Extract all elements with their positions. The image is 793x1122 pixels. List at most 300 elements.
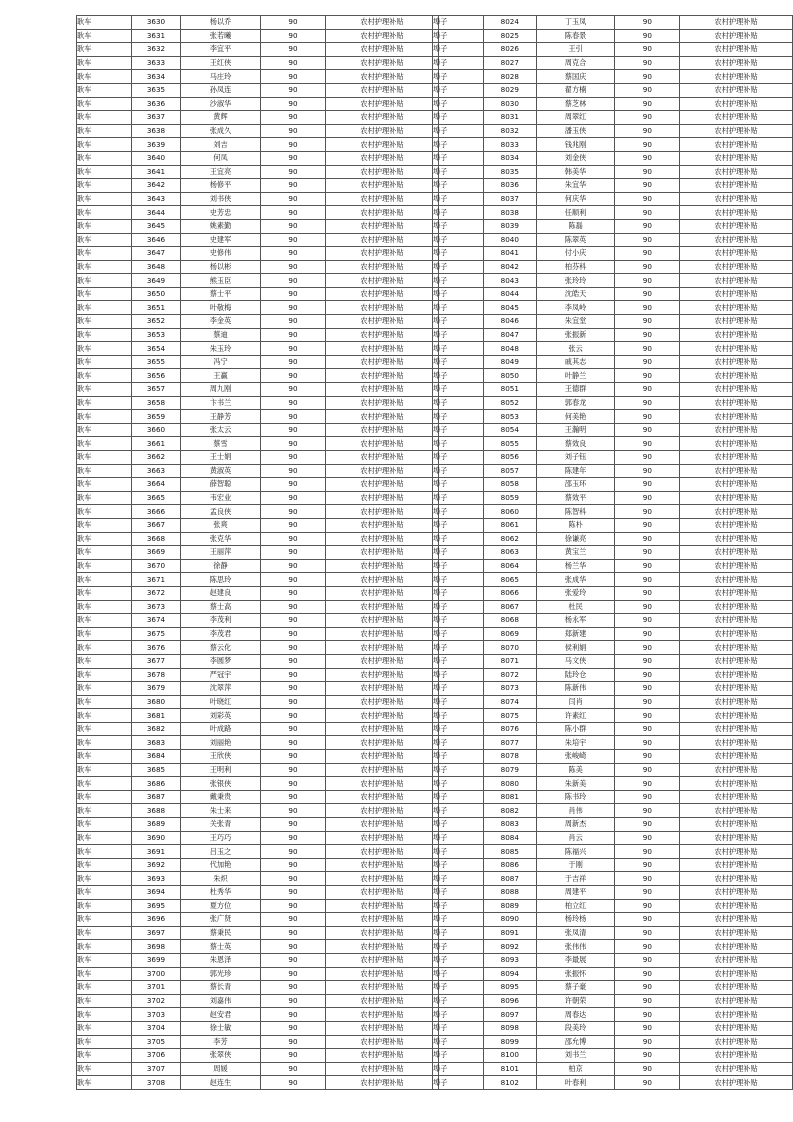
table-row — [433, 614, 793, 628]
name-cell: 钱兆刚 — [536, 138, 615, 152]
serial-number-cell: 3669 — [132, 546, 181, 560]
subsidy-type-cell: 农村护理补贴 — [680, 437, 793, 451]
name-cell: 张爽 — [181, 518, 261, 532]
name-cell: 代加艳 — [181, 858, 261, 872]
serial-number-cell: 8032 — [483, 124, 536, 138]
name-cell: 张翠侠 — [181, 1049, 261, 1063]
amount-cell: 90 — [261, 913, 326, 927]
table-row — [77, 926, 439, 940]
serial-number-cell: 3654 — [132, 342, 181, 356]
amount-cell: 90 — [615, 233, 680, 247]
subsidy-type-cell: 农村护理补贴 — [326, 464, 439, 478]
amount-cell: 90 — [615, 994, 680, 1008]
amount-cell: 90 — [261, 573, 326, 587]
town-cell: 耿车 — [77, 124, 132, 138]
subsidy-type-cell: 农村护理补贴 — [680, 559, 793, 573]
name-cell: 陆玲仓 — [536, 668, 615, 682]
town-cell: 耿车 — [77, 790, 132, 804]
serial-number-cell: 8065 — [483, 573, 536, 587]
name-cell: 许素红 — [536, 709, 615, 723]
town-cell: 埠子 — [433, 478, 484, 492]
subsidy-type-cell: 农村护理补贴 — [680, 586, 793, 600]
name-cell: 戚其志 — [536, 355, 615, 369]
amount-cell: 90 — [615, 315, 680, 329]
town-cell: 耿车 — [77, 83, 132, 97]
name-cell: 张伟伟 — [536, 940, 615, 954]
town-cell: 耿车 — [77, 70, 132, 84]
serial-number-cell: 3699 — [132, 953, 181, 967]
table-row — [77, 546, 439, 560]
amount-cell: 90 — [615, 151, 680, 165]
name-cell: 赵安君 — [181, 1008, 261, 1022]
amount-cell: 90 — [615, 831, 680, 845]
subsidy-type-cell: 农村护理补贴 — [680, 464, 793, 478]
subsidy-type-cell: 农村护理补贴 — [326, 1062, 439, 1076]
table-row — [77, 654, 439, 668]
name-cell: 蔡云化 — [181, 641, 261, 655]
town-cell: 埠子 — [433, 722, 484, 736]
name-cell: 肖伟 — [536, 804, 615, 818]
name-cell: 蔡士英 — [181, 940, 261, 954]
amount-cell: 90 — [615, 138, 680, 152]
subsidy-type-cell: 农村护理补贴 — [326, 736, 439, 750]
amount-cell: 90 — [615, 70, 680, 84]
name-cell: 朱宜堂 — [536, 315, 615, 329]
subsidy-type-cell: 农村护理补贴 — [326, 410, 439, 424]
town-cell: 耿车 — [77, 886, 132, 900]
amount-cell: 90 — [261, 247, 326, 261]
serial-number-cell: 3658 — [132, 396, 181, 410]
table-row — [433, 790, 793, 804]
table-row — [77, 1035, 439, 1049]
amount-cell: 90 — [615, 1076, 680, 1090]
subsidy-type-cell: 农村护理补贴 — [680, 872, 793, 886]
table-row — [77, 43, 439, 57]
table-row — [77, 831, 439, 845]
table-row — [77, 614, 439, 628]
amount-cell: 90 — [261, 396, 326, 410]
name-cell: 张银侠 — [181, 777, 261, 791]
amount-cell: 90 — [261, 342, 326, 356]
subsidy-type-cell: 农村护理补贴 — [680, 247, 793, 261]
subsidy-type-cell: 农村护理补贴 — [326, 532, 439, 546]
name-cell: 杨兰华 — [536, 559, 615, 573]
serial-number-cell: 3648 — [132, 260, 181, 274]
table-row — [433, 899, 793, 913]
subsidy-type-cell: 农村护理补贴 — [680, 926, 793, 940]
table-row — [77, 886, 439, 900]
subsidy-type-cell: 农村护理补贴 — [326, 165, 439, 179]
table-row — [77, 29, 439, 43]
town-cell: 耿车 — [77, 831, 132, 845]
subsidy-type-cell: 农村护理补贴 — [680, 505, 793, 519]
town-cell: 埠子 — [433, 219, 484, 233]
serial-number-cell: 8033 — [483, 138, 536, 152]
name-cell: 周媛 — [181, 1062, 261, 1076]
subsidy-type-cell: 农村护理补贴 — [680, 518, 793, 532]
name-cell: 徐士敏 — [181, 1021, 261, 1035]
subsidy-type-cell: 农村护理补贴 — [680, 967, 793, 981]
table-row — [433, 464, 793, 478]
serial-number-cell: 3673 — [132, 600, 181, 614]
subsidy-type-cell: 农村护理补贴 — [326, 1076, 439, 1090]
serial-number-cell: 3641 — [132, 165, 181, 179]
serial-number-cell: 3708 — [132, 1076, 181, 1090]
town-cell: 耿车 — [77, 437, 132, 451]
subsidy-type-cell: 农村护理补贴 — [326, 546, 439, 560]
amount-cell: 90 — [615, 410, 680, 424]
amount-cell: 90 — [261, 83, 326, 97]
table-row — [433, 97, 793, 111]
subsidy-type-cell: 农村护理补贴 — [680, 29, 793, 43]
table-row — [433, 641, 793, 655]
table-row — [77, 1008, 439, 1022]
table-row — [433, 600, 793, 614]
name-cell: 蔡士高 — [181, 600, 261, 614]
serial-number-cell: 3661 — [132, 437, 181, 451]
serial-number-cell: 8035 — [483, 165, 536, 179]
table-row — [433, 315, 793, 329]
town-cell: 耿车 — [77, 858, 132, 872]
table-row — [433, 233, 793, 247]
amount-cell: 90 — [615, 423, 680, 437]
table-row — [433, 383, 793, 397]
name-cell: 李宜平 — [181, 43, 261, 57]
serial-number-cell: 8081 — [483, 790, 536, 804]
amount-cell: 90 — [261, 736, 326, 750]
subsidy-type-cell: 农村护理补贴 — [680, 532, 793, 546]
table-row — [77, 206, 439, 220]
subsidy-type-cell: 农村护理补贴 — [680, 219, 793, 233]
name-cell: 朱宜华 — [536, 179, 615, 193]
town-cell: 耿车 — [77, 478, 132, 492]
table-row — [433, 586, 793, 600]
subsidy-type-cell: 农村护理补贴 — [680, 981, 793, 995]
amount-cell: 90 — [261, 437, 326, 451]
town-cell: 埠子 — [433, 1035, 484, 1049]
serial-number-cell: 3704 — [132, 1021, 181, 1035]
amount-cell: 90 — [261, 274, 326, 288]
town-cell: 耿车 — [77, 872, 132, 886]
name-cell: 陈春景 — [536, 29, 615, 43]
table-row — [433, 301, 793, 315]
town-cell: 埠子 — [433, 464, 484, 478]
amount-cell: 90 — [261, 451, 326, 465]
town-cell: 埠子 — [433, 546, 484, 560]
amount-cell: 90 — [615, 654, 680, 668]
town-cell: 耿车 — [77, 396, 132, 410]
subsidy-type-cell: 农村护理补贴 — [680, 355, 793, 369]
amount-cell: 90 — [615, 722, 680, 736]
amount-cell: 90 — [615, 858, 680, 872]
name-cell: 陈朴 — [536, 518, 615, 532]
town-cell: 耿车 — [77, 709, 132, 723]
serial-number-cell: 8059 — [483, 491, 536, 505]
table-row — [77, 328, 439, 342]
name-cell: 柏芬科 — [536, 260, 615, 274]
table-row — [77, 151, 439, 165]
serial-number-cell: 3685 — [132, 763, 181, 777]
amount-cell: 90 — [261, 369, 326, 383]
table-row — [77, 342, 439, 356]
serial-number-cell: 8051 — [483, 383, 536, 397]
amount-cell: 90 — [615, 953, 680, 967]
serial-number-cell: 3696 — [132, 913, 181, 927]
table-row — [433, 981, 793, 995]
subsidy-type-cell: 农村护理补贴 — [680, 668, 793, 682]
town-cell: 耿车 — [77, 1076, 132, 1090]
subsidy-type-cell: 农村护理补贴 — [680, 97, 793, 111]
table-row — [77, 219, 439, 233]
serial-number-cell: 8064 — [483, 559, 536, 573]
subsidy-type-cell: 农村护理补贴 — [326, 179, 439, 193]
right-table-body — [433, 16, 793, 1090]
serial-number-cell: 8049 — [483, 355, 536, 369]
name-cell: 陈翠英 — [536, 233, 615, 247]
table-row — [77, 56, 439, 70]
table-row — [433, 546, 793, 560]
table-row — [433, 654, 793, 668]
subsidy-type-cell: 农村护理补贴 — [680, 790, 793, 804]
serial-number-cell: 3638 — [132, 124, 181, 138]
amount-cell: 90 — [261, 464, 326, 478]
subsidy-type-cell: 农村护理补贴 — [680, 165, 793, 179]
table-row — [77, 777, 439, 791]
table-row — [433, 559, 793, 573]
serial-number-cell: 8088 — [483, 886, 536, 900]
name-cell: 徐谦亮 — [536, 532, 615, 546]
name-cell: 杨以彬 — [181, 260, 261, 274]
town-cell: 耿车 — [77, 464, 132, 478]
town-cell: 埠子 — [433, 709, 484, 723]
amount-cell: 90 — [615, 668, 680, 682]
town-cell: 埠子 — [433, 111, 484, 125]
table-row — [77, 641, 439, 655]
subsidy-type-cell: 农村护理补贴 — [326, 668, 439, 682]
table-row — [77, 396, 439, 410]
amount-cell: 90 — [261, 818, 326, 832]
town-cell: 埠子 — [433, 518, 484, 532]
serial-number-cell: 8027 — [483, 56, 536, 70]
amount-cell: 90 — [615, 328, 680, 342]
table-row — [77, 410, 439, 424]
subsidy-type-cell: 农村护理补贴 — [326, 573, 439, 587]
serial-number-cell: 8084 — [483, 831, 536, 845]
amount-cell: 90 — [615, 641, 680, 655]
name-cell: 刘书侠 — [181, 192, 261, 206]
table-row — [77, 491, 439, 505]
subsidy-type-cell: 农村护理补贴 — [326, 287, 439, 301]
town-cell: 耿车 — [77, 1035, 132, 1049]
town-cell: 耿车 — [77, 641, 132, 655]
name-cell: 刘吉 — [181, 138, 261, 152]
table-row — [433, 29, 793, 43]
town-cell: 耿车 — [77, 355, 132, 369]
amount-cell: 90 — [261, 16, 326, 30]
table-row — [433, 274, 793, 288]
serial-number-cell: 3683 — [132, 736, 181, 750]
subsidy-type-cell: 农村护理补贴 — [326, 437, 439, 451]
town-cell: 埠子 — [433, 179, 484, 193]
table-row — [433, 56, 793, 70]
town-cell: 耿车 — [77, 43, 132, 57]
name-cell: 叶成路 — [181, 722, 261, 736]
name-cell: 沙淑华 — [181, 97, 261, 111]
name-cell: 史建军 — [181, 233, 261, 247]
amount-cell: 90 — [261, 804, 326, 818]
town-cell: 耿车 — [77, 546, 132, 560]
town-cell: 耿车 — [77, 247, 132, 261]
table-row — [433, 627, 793, 641]
amount-cell: 90 — [615, 491, 680, 505]
serial-number-cell: 3672 — [132, 586, 181, 600]
table-row — [77, 627, 439, 641]
amount-cell: 90 — [615, 899, 680, 913]
serial-number-cell: 3688 — [132, 804, 181, 818]
table-row — [77, 165, 439, 179]
serial-number-cell: 8067 — [483, 600, 536, 614]
serial-number-cell: 3647 — [132, 247, 181, 261]
serial-number-cell: 8061 — [483, 518, 536, 532]
town-cell: 埠子 — [433, 926, 484, 940]
serial-number-cell: 3649 — [132, 274, 181, 288]
subsidy-type-cell: 农村护理补贴 — [326, 111, 439, 125]
town-cell: 埠子 — [433, 151, 484, 165]
amount-cell: 90 — [615, 111, 680, 125]
amount-cell: 90 — [261, 165, 326, 179]
amount-cell: 90 — [615, 464, 680, 478]
amount-cell: 90 — [615, 750, 680, 764]
serial-number-cell: 8045 — [483, 301, 536, 315]
subsidy-type-cell: 农村护理补贴 — [326, 818, 439, 832]
town-cell: 埠子 — [433, 247, 484, 261]
name-cell: 王瀚明 — [536, 423, 615, 437]
serial-number-cell: 8079 — [483, 763, 536, 777]
table-row — [433, 410, 793, 424]
name-cell: 周春达 — [536, 1008, 615, 1022]
name-cell: 孙凤连 — [181, 83, 261, 97]
subsidy-type-cell: 农村护理补贴 — [680, 845, 793, 859]
amount-cell: 90 — [615, 301, 680, 315]
amount-cell: 90 — [261, 600, 326, 614]
name-cell: 韦宏业 — [181, 491, 261, 505]
table-row — [77, 858, 439, 872]
amount-cell: 90 — [261, 219, 326, 233]
town-cell: 耿车 — [77, 260, 132, 274]
table-row — [77, 505, 439, 519]
serial-number-cell: 8057 — [483, 464, 536, 478]
table-row — [433, 1049, 793, 1063]
table-row — [77, 260, 439, 274]
town-cell: 耿车 — [77, 369, 132, 383]
table-row — [77, 1076, 439, 1090]
town-cell: 埠子 — [433, 573, 484, 587]
name-cell: 何庆华 — [536, 192, 615, 206]
amount-cell: 90 — [261, 1035, 326, 1049]
town-cell: 耿车 — [77, 1008, 132, 1022]
name-cell: 黄辉 — [181, 111, 261, 125]
subsidy-type-cell: 农村护理补贴 — [680, 614, 793, 628]
name-cell: 沈皓天 — [536, 287, 615, 301]
serial-number-cell: 8039 — [483, 219, 536, 233]
town-cell: 耿车 — [77, 695, 132, 709]
name-cell: 于吉祥 — [536, 872, 615, 886]
name-cell: 郑新建 — [536, 627, 615, 641]
serial-number-cell: 8041 — [483, 247, 536, 261]
amount-cell: 90 — [261, 926, 326, 940]
town-cell: 埠子 — [433, 369, 484, 383]
serial-number-cell: 8099 — [483, 1035, 536, 1049]
table-row — [433, 43, 793, 57]
town-cell: 耿车 — [77, 940, 132, 954]
serial-number-cell: 8085 — [483, 845, 536, 859]
table-row — [433, 818, 793, 832]
town-cell: 耿车 — [77, 451, 132, 465]
name-cell: 邵玉环 — [536, 478, 615, 492]
town-cell: 埠子 — [433, 383, 484, 397]
subsidy-type-cell: 农村护理补贴 — [680, 1076, 793, 1090]
subsidy-type-cell: 农村护理补贴 — [326, 355, 439, 369]
subsidy-type-cell: 农村护理补贴 — [326, 383, 439, 397]
subsidy-type-cell: 农村护理补贴 — [326, 926, 439, 940]
name-cell: 朱培宇 — [536, 736, 615, 750]
town-cell: 埠子 — [433, 940, 484, 954]
table-row — [77, 83, 439, 97]
name-cell: 丁玉凤 — [536, 16, 615, 30]
serial-number-cell: 3677 — [132, 654, 181, 668]
town-cell: 耿车 — [77, 219, 132, 233]
name-cell: 陈小群 — [536, 722, 615, 736]
subsidy-type-cell: 农村护理补贴 — [326, 614, 439, 628]
name-cell: 郭光珍 — [181, 967, 261, 981]
town-cell: 耿车 — [77, 573, 132, 587]
subsidy-type-cell: 农村护理补贴 — [680, 410, 793, 424]
town-cell: 耿车 — [77, 586, 132, 600]
subsidy-type-cell: 农村护理补贴 — [680, 383, 793, 397]
subsidy-type-cell: 农村护理补贴 — [680, 1062, 793, 1076]
subsidy-type-cell: 农村护理补贴 — [680, 940, 793, 954]
town-cell: 埠子 — [433, 437, 484, 451]
serial-number-cell: 3693 — [132, 872, 181, 886]
subsidy-type-cell: 农村护理补贴 — [326, 342, 439, 356]
subsidy-type-cell: 农村护理补贴 — [326, 654, 439, 668]
town-cell: 埠子 — [433, 981, 484, 995]
name-cell: 蔡效平 — [536, 491, 615, 505]
town-cell: 耿车 — [77, 994, 132, 1008]
town-cell: 埠子 — [433, 355, 484, 369]
subsidy-type-cell: 农村护理补贴 — [680, 858, 793, 872]
subsidy-type-cell: 农村护理补贴 — [680, 994, 793, 1008]
amount-cell: 90 — [615, 260, 680, 274]
subsidy-type-cell: 农村护理补贴 — [326, 886, 439, 900]
table-row — [77, 709, 439, 723]
name-cell: 李凤岭 — [536, 301, 615, 315]
table-row — [433, 342, 793, 356]
name-cell: 张若曦 — [181, 29, 261, 43]
serial-number-cell: 8089 — [483, 899, 536, 913]
amount-cell: 90 — [261, 668, 326, 682]
subsidy-type-cell: 农村护理补贴 — [326, 872, 439, 886]
subsidy-type-cell: 农村护理补贴 — [326, 967, 439, 981]
town-cell: 埠子 — [433, 315, 484, 329]
amount-cell: 90 — [261, 532, 326, 546]
table-row — [77, 967, 439, 981]
table-row — [77, 518, 439, 532]
name-cell: 吕玉之 — [181, 845, 261, 859]
table-row — [433, 709, 793, 723]
name-cell: 周新杰 — [536, 818, 615, 832]
town-cell: 埠子 — [433, 641, 484, 655]
